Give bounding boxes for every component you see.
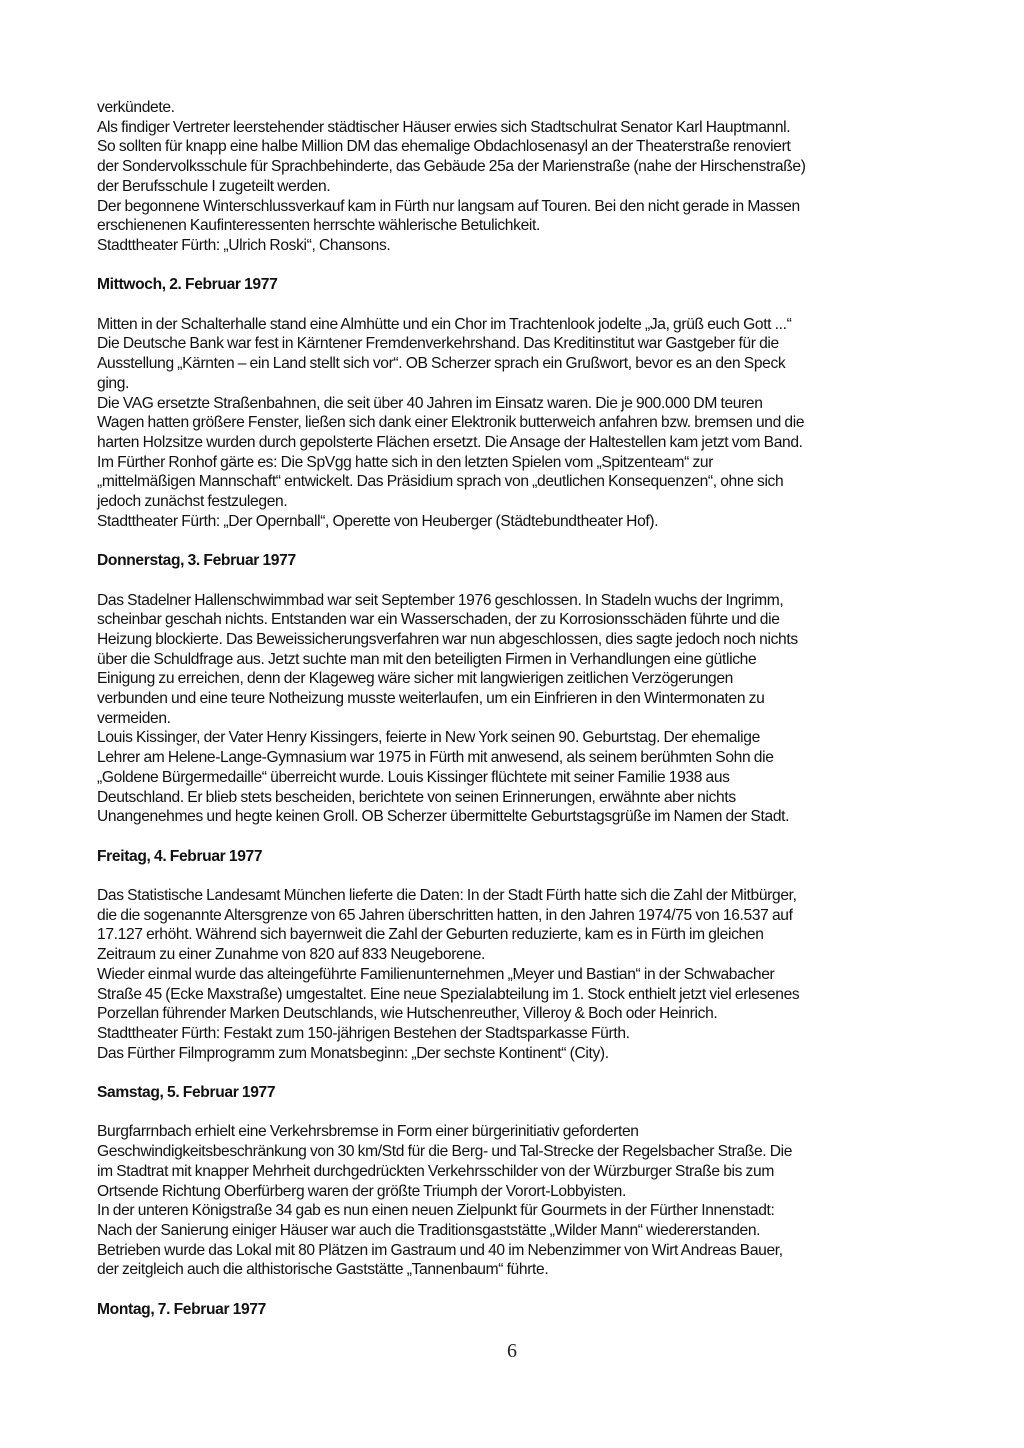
text-line: Das Stadelner Hallenschwimmbad war seit September 1976 geschlossen. In Stadeln wuchs der Ingrimm, (97, 591, 784, 609)
text-line: 17.127 erhöht. Während sich bayernweit die Zahl der Geburten reduzierte, kam es in Fürth im gleichen (97, 926, 764, 944)
text-line: Zeitraum zu einer Zunahme von 820 auf 833 Neugeborene. (97, 946, 485, 964)
text-line: Nach der Sanierung einiger Häuser war auch die Traditionsgaststätte „Wilder Mann“ wiedererstanden. (97, 1221, 761, 1239)
text-line: So sollten für knapp eine halbe Million DM das ehemalige Obdachlosenasyl an der Theaterstraße renoviert (97, 138, 791, 156)
text-line: „mittelmäßigen Mannschaft“ entwickelt. Das Präsidium sprach von „deutlichen Konsequenzen“, ohne sich (97, 473, 784, 491)
intro-paragraph (97, 98, 937, 256)
text-line: verbunden und eine teure Notheizung musste weiterlaufen, um ein Einfrieren in den Wintermonaten zu (97, 690, 765, 708)
text-line: Im Fürther Ronhof gärte es: Die SpVgg hatte sich in den letzten Spielen vom „Spitzenteam“ zur (97, 453, 714, 471)
text-line: der zeitgleich auch die althistorische Gaststätte „Tannenbaum“ führte. (97, 1261, 549, 1279)
entry-paragraph (97, 1122, 937, 1280)
text-line: Ausstellung „Kärnten – ein Land stellt sich vor“. OB Scherzer sprach ein Grußwort, bevor es an den Speck (97, 355, 786, 373)
text-line: Das Statistische Landesamt München lieferte die Daten: In der Stadt Fürth hatte sich die Zahl der Mitbürger, (97, 887, 797, 905)
text-line: Heizung blockierte. Das Beweissicherungsverfahren war nun abgeschlossen, dies sagte jedoch noch nichts (97, 630, 798, 648)
text-line: Ortsende Richtung Oberfürberg waren der größte Triumph der Vorort-Lobbyisten. (97, 1182, 626, 1200)
text-line: ging. (97, 374, 130, 392)
text-line: Wagen hatten größere Fenster, ließen sich dank einer Elektronik butterweich anfahren bzw. bremsen und die (97, 414, 805, 432)
text-line: im Stadtrat mit knapper Mehrheit durchgedrückten Verkehrsschilder von der Würzburger Straße bis zum (97, 1162, 774, 1180)
date-heading: Mittwoch, 2. Februar 1977 (97, 276, 278, 294)
text-line: Das Fürther Filmprogramm zum Monatsbeginn: „Der sechste Kontinent“ (City). (97, 1044, 609, 1062)
date-heading: Donnerstag, 3. Februar 1977 (97, 552, 296, 570)
text-line: jedoch zunächst festzulegen. (97, 493, 288, 511)
text-line: Stadttheater Fürth: „Ulrich Roski“, Chansons. (97, 236, 391, 254)
text-line: Mitten in der Schalterhalle stand eine Almhütte und ein Chor im Trachtenlook jodelte „Ja, grüß euch Gott ...“ (97, 315, 792, 333)
text-line: der Sondervolksschule für Sprachbehinderte, das Gebäude 25a der Marienstraße (nahe der Hirschenstraße) (97, 158, 806, 176)
date-heading: Freitag, 4. Februar 1977 (97, 847, 263, 865)
text-line: Betrieben wurde das Lokal mit 80 Plätzen im Gastraum und 40 im Nebenzimmer von Wirt Andreas Bauer, (97, 1241, 783, 1259)
text-line: der Berufsschule I zugeteilt werden. (97, 177, 331, 195)
page-number: 6 (507, 1340, 517, 1362)
text-line: Wieder einmal wurde das alteingeführte Familienunternehmen „Meyer und Bastian“ in der Schwabacher (97, 965, 775, 983)
entry-paragraph (97, 591, 937, 827)
text-line: Louis Kissinger, der Vater Henry Kissingers, feierte in New York seinen 90. Geburtstag. Der ehemalige (97, 729, 760, 747)
text-line: „Goldene Bürgermedaille“ überreicht wurde. Louis Kissinger flüchtete mit seiner Familie 1938 aus (97, 768, 730, 786)
text-line: Einigung zu erreichen, denn der Klageweg wäre sicher mit langwierigen zeitlichen Verzögerungen (97, 670, 733, 688)
text-line: Als findiger Vertreter leerstehender städtischer Häuser erwies sich Stadtschulrat Senator Karl Hauptmannl. (97, 118, 791, 136)
text-line: Burgfarrnbach erhielt eine Verkehrsbremse in Form einer bürgerinitiativ geforderten (97, 1123, 639, 1141)
text-line: Unangenehmes und hegte keinen Groll. OB Scherzer übermittelte Geburtstagsgrüße im Namen der Stadt. (97, 808, 790, 826)
text-line: Geschwindigkeitsbeschränkung von 30 km/Std für die Berg- und Tal-Strecke der Regelsbacher Straße. Die (97, 1143, 793, 1161)
text-line: scheinbar geschah nichts. Entstanden war ein Wasserschaden, der zu Korrosionsschäden führte und die (97, 611, 780, 629)
text-line: die die sogenannte Altersgrenze von 65 Jahren überschritten hatten, in den Jahren 1974/75 von 16.537 auf (97, 906, 793, 924)
date-heading: Samstag, 5. Februar 1977 (97, 1084, 276, 1102)
text-line: harten Holzsitze wurden durch gepolsterte Flächen ersetzt. Die Ansage der Haltestellen kam jetzt vom Band. (97, 433, 803, 451)
text-line: Die VAG ersetzte Straßenbahnen, die seit über 40 Jahren im Einsatz waren. Die je 900.000 DM teuren (97, 394, 763, 412)
text-line: Der begonnene Winterschlussverkauf kam in Fürth nur langsam auf Touren. Bei den nicht gerade in Massen (97, 197, 800, 215)
text-line: über die Schuldfrage aus. Jetzt suchte man mit den beteiligten Firmen in Verhandlungen eine gütliche (97, 650, 757, 668)
text-line: In der unteren Königstraße 34 gab es nun einen neuen Zielpunkt für Gourmets in der Fürther Innenstadt: (97, 1202, 775, 1220)
text-line: verkündete. (97, 99, 175, 116)
text-line: vermeiden. (97, 709, 171, 727)
document-page (97, 98, 937, 1339)
entry-paragraph (97, 886, 937, 1063)
entry-paragraph (97, 315, 937, 532)
text-line: Die Deutsche Bank war fest in Kärntener Fremdenverkehrshand. Das Kreditinstitut war Gastgeber für die (97, 335, 779, 353)
text-line: Porzellan führender Marken Deutschlands, wie Hutschenreuther, Villeroy & Boch oder Heinrich. (97, 1005, 718, 1023)
text-line: Stadttheater Fürth: Festakt zum 150-jährigen Bestehen der Stadtsparkasse Fürth. (97, 1024, 630, 1042)
text-line: Stadttheater Fürth: „Der Opernball“, Operette von Heuberger (Städtebundtheater Hof). (97, 512, 659, 530)
text-line: erschienenen Kaufinteressenten herrschte wählerische Betulichkeit. (97, 217, 540, 235)
date-heading: Montag, 7. Februar 1977 (97, 1300, 266, 1318)
text-line: Straße 45 (Ecke Maxstraße) umgestaltet. Eine neue Spezialabteilung im 1. Stock enthielt jetzt viel erlesenes (97, 985, 800, 1003)
text-line: Lehrer am Helene-Lange-Gymnasium war 1975 in Fürth mit anwesend, als seinem berühmten Sohn die (97, 749, 774, 767)
text-line: Deutschland. Er blieb stets bescheiden, berichtete von seinen Erinnerungen, erwähnte aber nichts (97, 788, 736, 806)
